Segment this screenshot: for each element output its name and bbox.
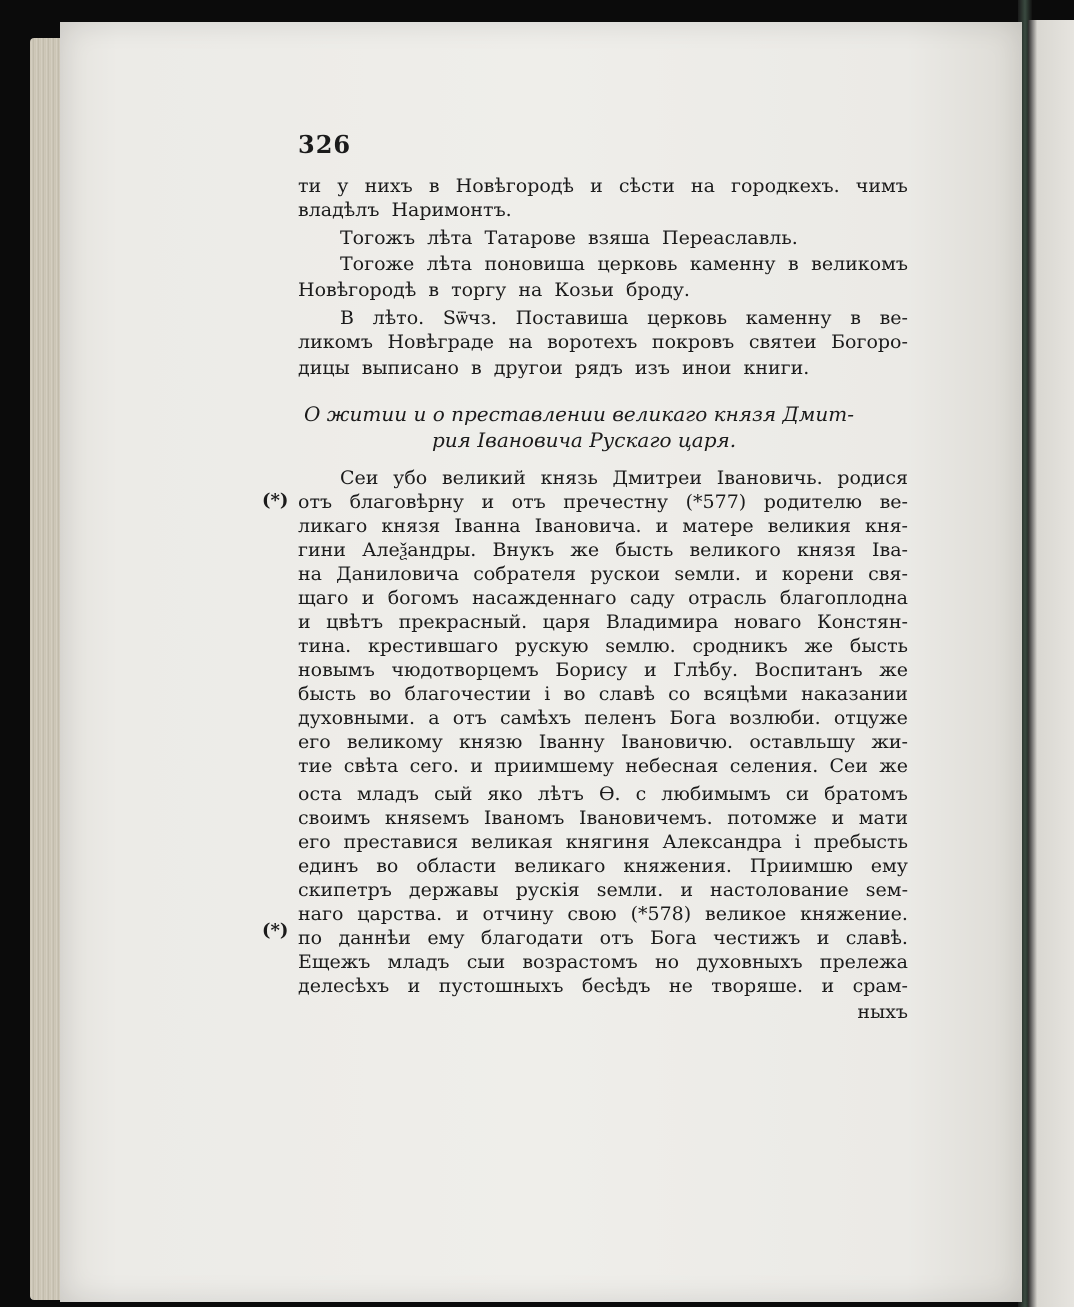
body-line: тие свѣта сего. и приимшему небесная селения. Сеи же: [298, 755, 908, 777]
body-line: наго царства. и отчину свою (*578) великое княжение.: [298, 903, 908, 925]
body-line: гини Алеѯандры. Внукъ же бысть великого князя Іва-: [298, 539, 908, 561]
text-line: В лѣто. Ѕѿчз. Поставиша церковь каменну в ве-: [340, 307, 908, 329]
body-line: Ещежъ младъ сыи возрастомъ но духовныхъ прележа: [298, 951, 908, 973]
body-line: щаго и богомъ насажденнаго саду отрасль благоплодна: [298, 587, 908, 609]
body-line: на Даниловича собрателя рускои ѕемли. и корени свя-: [298, 563, 908, 585]
chapter-heading-line-1: О житии и о преставлении великаго князя Дмит-: [304, 402, 854, 426]
body-line: единъ во области великаго княжения. Приимшю ему: [298, 855, 908, 877]
catchword: ныхъ: [857, 1001, 908, 1023]
text-line: дицы выписано в другои рядъ изъ инои книги.: [298, 357, 810, 379]
text-line: Тогоже лѣта поновиша церковь каменну в великомъ: [340, 253, 908, 275]
body-line: тина. крестившаго рускую ѕемлю. сродникъ же бысть: [298, 635, 908, 657]
text-line: ти у нихъ в Новѣгородѣ и сѣсти на городкехъ. чимъ: [298, 175, 908, 197]
body-line: оста младъ сый яко лѣтъ Ѳ. с любимымъ си братомъ: [298, 783, 908, 805]
body-line: бысть во благочестии і во славѣ со всяцѣми наказании: [298, 683, 908, 705]
body-line: новымъ чюдотворцемъ Борису и Глѣбу. Воспитанъ же: [298, 659, 908, 681]
body-line: делесѣхъ и пустошныхъ бесѣдъ не творяше. и срам-: [298, 975, 908, 997]
page-number: 326: [298, 130, 352, 159]
text-line: Новѣгородѣ в торгу на Козьи броду.: [298, 279, 690, 301]
chapter-heading-line-2: рия Івановича Рускаго царя.: [432, 428, 737, 452]
body-line: отъ благовѣрну и отъ пречестну (*577) родителю ве-: [298, 491, 908, 513]
text-line: владѣлъ Наримонтъ.: [298, 199, 512, 221]
footnote-marker: (*): [262, 490, 289, 511]
text-line: Тогожъ лѣта Татарове взяша Переаславль.: [340, 227, 798, 249]
body-line: духовными. а отъ самѣхъ пеленъ Бога возлюби. отцуже: [298, 707, 908, 729]
body-line: своимъ княѕемъ Іваномъ Івановичемъ. потомже и мати: [298, 807, 908, 829]
body-line: его великому князю Іванну Івановичю. оставльшу жи-: [298, 731, 908, 753]
facing-page-edge: [1028, 20, 1074, 1307]
body-line: ликаго князя Іванна Івановича. и матере великия кня-: [298, 515, 908, 537]
body-line: по даннѣи ему благодати отъ Бога честижъ и славѣ.: [298, 927, 908, 949]
footnote-marker: (*): [262, 920, 289, 941]
body-line: его преставися великая княгиня Александра і пребысть: [298, 831, 908, 853]
body-line: Сеи убо великий князь Дмитреи Івановичь. родися: [340, 467, 908, 489]
body-line: и цвѣтъ прекрасный. царя Владимира новаго Констян-: [298, 611, 908, 633]
text-line: ликомъ Новѣграде на воротехъ покровъ святеи Богоро-: [298, 331, 908, 353]
body-line: скипетръ державы рускія ѕемли. и настолование ѕем-: [298, 879, 908, 901]
